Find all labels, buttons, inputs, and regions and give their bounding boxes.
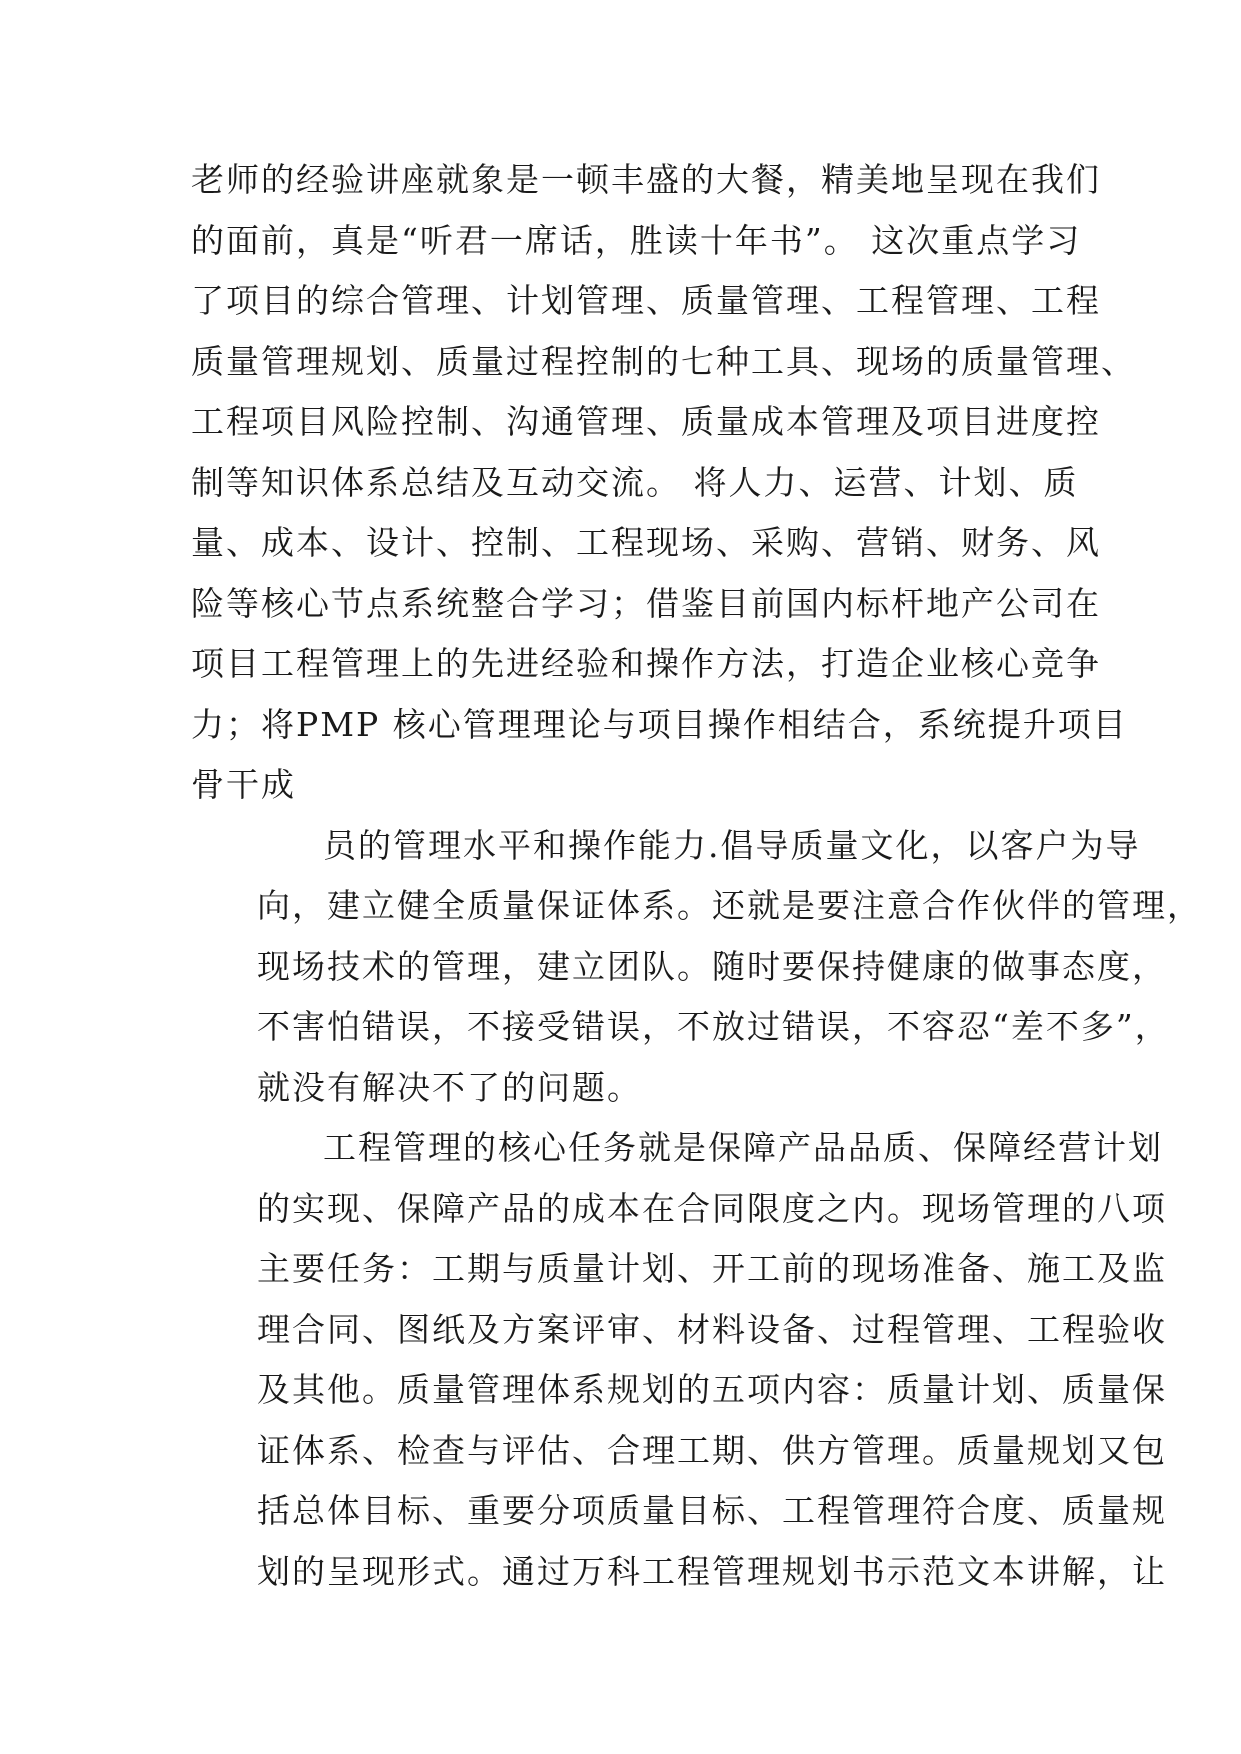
- text-line: 不害怕错误，不接受错误，不放过错误，不容忍“差不多”，: [257, 1007, 1170, 1046]
- paragraph-2: [191, 816, 1202, 1119]
- text-line: 证体系、检查与评估、合理工期、供方管理。质量规划又包: [257, 1430, 1167, 1470]
- text-line: 了项目的综合管理、计划管理、质量管理、工程管理、工程: [191, 281, 1101, 320]
- text-line: 量、成本、设计、控制、工程现场、采购、营销、财务、风: [191, 523, 1101, 562]
- text-line: 主要任务：工期与质量计划、开工前的现场准备、施工及监: [257, 1249, 1167, 1288]
- text-line: 现场技术的管理，建立团队。随时要保持健康的做事态度，: [257, 946, 1167, 986]
- paragraph-3: [191, 1118, 1167, 1602]
- text-line: 员的管理水平和操作能力.倡导质量文化，以客户为导: [323, 825, 1141, 865]
- text-line: 工程管理的核心任务就是保障产品品质、保障经营计划: [323, 1128, 1163, 1167]
- text-line: 质量管理规划、质量过程控制的七种工具、现场的质量管理、: [191, 341, 1136, 381]
- text-line: 的面前，真是“听君一席话，胜读十年书”。 这次重点学习: [191, 220, 1082, 260]
- text-line: 项目工程管理上的先进经验和操作方法，打造企业核心竞争: [191, 644, 1101, 683]
- text-line: 向，建立健全质量保证体系。还就是要注意合作伙伴的管理，: [257, 886, 1202, 925]
- text-line: 骨干成: [191, 765, 296, 804]
- paragraph-1: [191, 150, 1136, 816]
- text-line: 划的呈现形式。通过万科工程管理规划书示范文本讲解，让: [257, 1551, 1167, 1591]
- text-line: 制等知识体系总结及互动交流。 将人力、运营、计划、质: [191, 462, 1079, 502]
- text-line: 及其他。质量管理体系规划的五项内容：质量计划、质量保: [257, 1370, 1167, 1409]
- text-line: 理合同、图纸及方案评审、材料设备、过程管理、工程验收: [257, 1309, 1167, 1349]
- text-line: 力；将PMP 核心管理理论与项目操作相结合，系统提升项目: [191, 704, 1128, 744]
- document-body: [191, 150, 1202, 1602]
- text-line: 括总体目标、重要分项质量目标、工程管理符合度、质量规: [257, 1491, 1167, 1530]
- text-line: 的实现、保障产品的成本在合同限度之内。现场管理的八项: [257, 1188, 1167, 1228]
- text-line: 就没有解决不了的问题。: [257, 1067, 642, 1107]
- text-line: 工程项目风险控制、沟通管理、质量成本管理及项目进度控: [191, 402, 1101, 441]
- text-line: 老师的经验讲座就象是一顿丰盛的大餐，精美地呈现在我们: [191, 160, 1101, 199]
- text-line: 险等核心节点系统整合学习；借鉴目前国内标杆地产公司在: [191, 583, 1101, 623]
